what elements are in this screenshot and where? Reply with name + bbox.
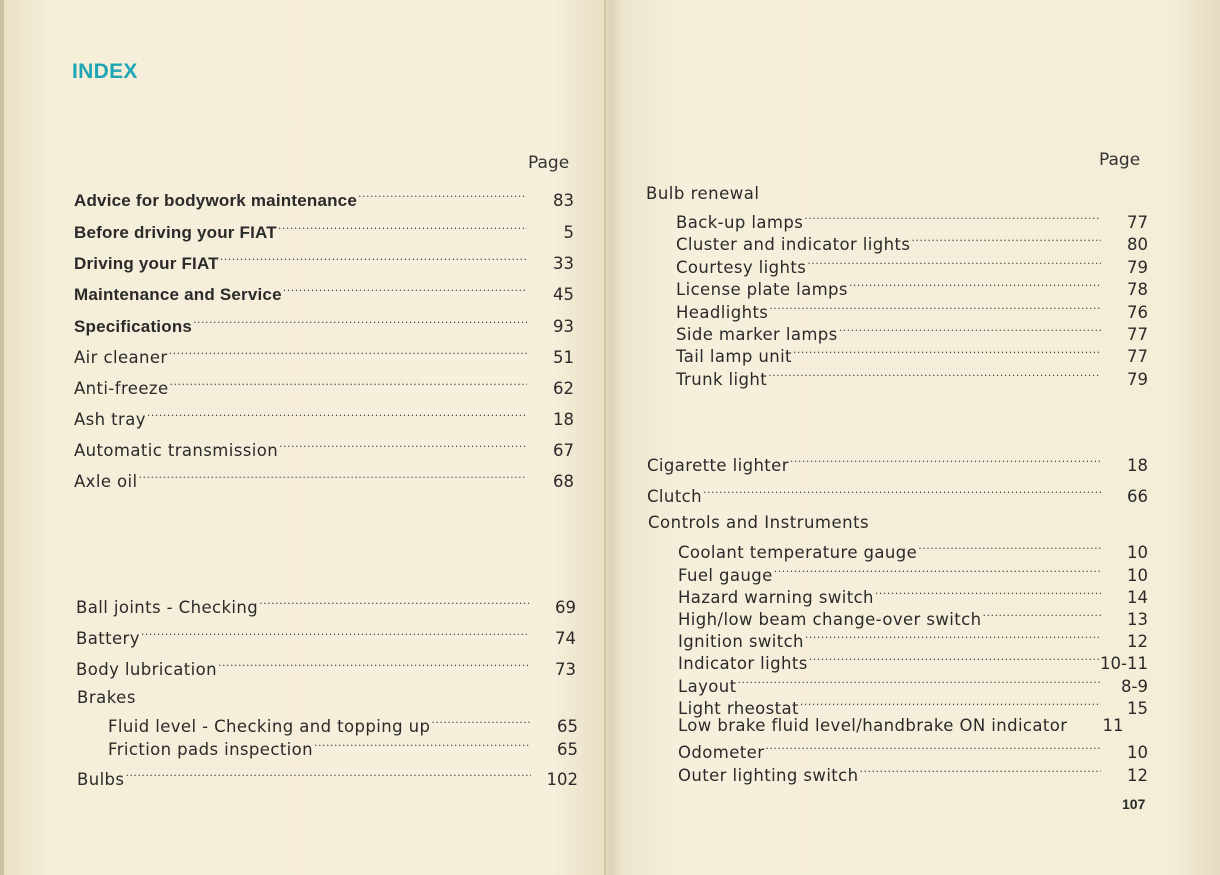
index-entry[interactable]: Specifications ..... 93 [74,312,574,337]
index-heading-bulb-renewal: Bulb renewal [646,184,760,203]
page-edge [0,0,4,875]
page-number: 107 [1122,796,1146,812]
index-entry[interactable]: Body lubrication ..... 73 [76,655,576,680]
index-entry[interactable]: Bulbs ..... 102 [77,765,578,790]
index-entry[interactable]: Maintenance and Service ..... 45 [74,280,574,305]
index-subentry[interactable]: Ignition switch ..... 12 [678,627,1148,652]
index-subentry[interactable]: Headlights ..... 76 [676,298,1148,323]
index-subentry[interactable]: Layout ..... 8-9 [678,672,1148,697]
index-subentry[interactable]: Cluster and indicator lights ..... 80 [676,230,1148,255]
index-subentry[interactable]: Light rheostat ..... 15 [678,694,1148,719]
index-subentry[interactable]: Friction pads inspection ..... 65 [108,735,578,760]
index-subentry[interactable]: Indicator lights ..... 10-11 [678,649,1148,674]
index-title: INDEX [72,60,138,83]
index-subentry[interactable]: Side marker lamps ..... 77 [676,320,1148,345]
index-subentry[interactable]: License plate lamps ..... 78 [676,275,1148,300]
index-subentry[interactable]: Trunk light ..... 79 [676,365,1148,390]
index-subentry[interactable]: Fuel gauge ..... 10 [678,561,1148,586]
index-entry[interactable]: Axle oil ..... 68 [74,467,574,492]
index-entry[interactable]: Before driving your FIAT ..... 5 [74,218,574,243]
index-subentry[interactable]: High/low beam change-over switch ..... 13 [678,605,1148,630]
index-entry[interactable]: Battery ..... 74 [76,624,576,649]
index-subentry[interactable]: Coolant temperature gauge ..... 10 [678,538,1148,563]
index-heading-controls: Controls and Instruments [648,513,870,532]
right-page-column-head: Page [1099,150,1141,170]
index-subentry[interactable]: Tail lamp unit ..... 77 [676,342,1148,367]
index-subentry[interactable]: Back-up lamps ..... 77 [676,208,1148,233]
index-subentry[interactable]: Courtesy lights ..... 79 [676,253,1148,278]
index-subentry[interactable]: Hazard warning switch ..... 14 [678,583,1148,608]
left-page-column-head: Page [528,153,570,173]
index-subentry[interactable]: Low brake fluid level/handbrake ON indicator 11 [678,716,1124,735]
index-entry[interactable]: Advice for bodywork maintenance ..... 83 [74,186,574,211]
index-heading-brakes: Brakes [77,688,136,707]
index-entry[interactable]: Driving your FIAT ..... 33 [74,249,574,274]
book-spine [604,0,606,875]
index-entry[interactable]: Automatic transmission ..... 67 [74,436,574,461]
index-subentry[interactable]: Odometer ..... 10 [678,738,1148,763]
index-entry[interactable]: Ball joints - Checking ..... 69 [76,593,576,618]
index-entry[interactable]: Clutch ..... 66 [647,482,1148,507]
index-entry[interactable]: Ash tray ..... 18 [74,405,574,430]
index-entry[interactable]: Cigarette lighter ..... 18 [647,451,1148,476]
index-subentry[interactable]: Fluid level - Checking and topping up ..... 65 [108,712,578,737]
index-subentry[interactable]: Outer lighting switch ..... 12 [678,761,1148,786]
index-entry[interactable]: Air cleaner ..... 51 [74,343,574,368]
index-entry[interactable]: Anti-freeze ..... 62 [74,374,574,399]
